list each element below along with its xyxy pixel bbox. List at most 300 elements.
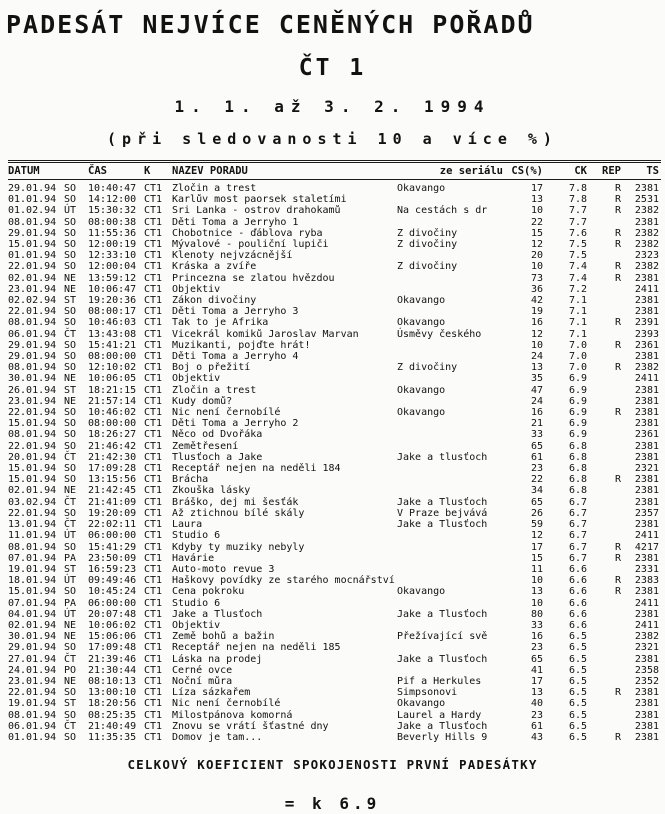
cell-day: SO: [64, 216, 77, 228]
cell-k: CT1: [144, 295, 163, 307]
cell-cas: 18:20:56: [88, 698, 137, 710]
cell-rep: [587, 530, 621, 541]
cell-day: SO: [64, 418, 77, 430]
cell-ck: 6.9: [568, 384, 587, 396]
cell-ck: 6.5: [568, 687, 587, 699]
cell-cs: 36: [530, 283, 543, 295]
cell-serial: Jake a tlusťoch: [397, 451, 488, 463]
cell-k: CT1: [144, 250, 163, 262]
cell-ck: 7.8: [568, 194, 587, 206]
cell-k: CT1: [144, 664, 163, 676]
cell-day: ČT: [64, 653, 77, 665]
cell-cs: 80: [530, 608, 543, 620]
cell-k: CT1: [144, 306, 163, 318]
cell-cas: 15:41:29: [88, 541, 137, 553]
cell-rep: R: [614, 261, 621, 273]
cell-ts: 2361: [634, 429, 659, 441]
cell-nazev: Receptář nejen na neděli 185: [172, 642, 341, 654]
table-row: [8, 530, 661, 541]
cell-datum: 15.01.94: [8, 586, 57, 598]
cell-nazev: Zákon divočiny: [172, 295, 257, 307]
cell-cas: 21:39:46: [88, 653, 137, 665]
table-row: [8, 340, 661, 351]
cell-datum: 08.01.94: [8, 362, 57, 374]
cell-k: CT1: [144, 339, 163, 351]
cell-k: CT1: [144, 205, 163, 217]
cell-cas: 09:49:46: [88, 575, 137, 587]
cell-ck: 6.5: [568, 709, 587, 721]
cell-day: NE: [64, 675, 77, 687]
cell-nazev: Tlusťoch a Jake: [172, 451, 263, 463]
cell-ts: 2381: [634, 440, 659, 452]
cell-cas: 15:30:32: [88, 205, 137, 217]
cell-day: ČT: [64, 328, 77, 340]
cell-ts: 2531: [634, 194, 659, 206]
cell-k: CT1: [144, 351, 163, 363]
cell-rep: [587, 441, 621, 452]
cell-k: CT1: [144, 575, 163, 587]
cell-rep: [587, 429, 621, 440]
table-row: [8, 598, 661, 609]
cell-k: CT1: [144, 384, 163, 396]
table-row: [8, 407, 661, 418]
cell-datum: 20.01.94: [8, 451, 57, 463]
cell-ts: 2381: [634, 687, 659, 699]
cell-ts: 2381: [634, 295, 659, 307]
cell-ck: 7.7: [568, 205, 587, 217]
cell-day: SO: [64, 507, 77, 519]
cell-ck: 6.7: [568, 552, 587, 564]
table-row: [8, 586, 661, 597]
cell-datum: 01.01.94: [8, 250, 57, 262]
cell-ts: 2381: [634, 451, 659, 463]
cell-day: ÚT: [64, 608, 77, 620]
cell-datum: 03.02.94: [8, 496, 57, 508]
cell-ts: 2357: [634, 507, 659, 519]
cell-cas: 10:45:24: [88, 586, 137, 598]
cell-nazev: Vicekrál komiků Jaroslav Marvan: [172, 328, 359, 340]
cell-ts: 2323: [634, 250, 659, 262]
cell-k: CT1: [144, 362, 163, 374]
table-row: [8, 429, 661, 440]
cell-day: ST: [64, 698, 77, 710]
cell-rep: [587, 665, 621, 676]
cell-cas: 12:00:04: [88, 261, 137, 273]
cell-serial: Přežívající svě: [397, 631, 488, 643]
cell-k: CT1: [144, 194, 163, 206]
cell-k: CT1: [144, 631, 163, 643]
cell-k: CT1: [144, 541, 163, 553]
cell-nazev: Chobotnice - ďáblova ryba: [172, 227, 323, 239]
cell-ck: 6.8: [568, 474, 587, 486]
cell-ck: 6.9: [568, 395, 587, 407]
cell-k: CT1: [144, 283, 163, 295]
cell-datum: 02.01.94: [8, 272, 57, 284]
cell-k: CT1: [144, 519, 163, 531]
cell-cs: 20: [530, 250, 543, 262]
cell-k: CT1: [144, 407, 163, 419]
cell-day: SO: [64, 474, 77, 486]
cell-k: CT1: [144, 239, 163, 251]
cell-cas: 10:06:05: [88, 373, 137, 385]
cell-datum: 22.01.94: [8, 440, 57, 452]
cell-k: CT1: [144, 709, 163, 721]
cell-ts: 2411: [634, 619, 659, 631]
cell-cs: 23: [530, 463, 543, 475]
cell-day: SO: [64, 183, 77, 194]
cell-ts: 2381: [634, 586, 659, 598]
table-row: [8, 687, 661, 698]
cell-cs: 65: [530, 653, 543, 665]
cell-serial: Z divočiny: [397, 227, 458, 239]
cell-ts: 2321: [634, 642, 659, 654]
cell-ts: 2382: [634, 261, 659, 273]
cell-day: NE: [64, 485, 77, 497]
cell-k: CT1: [144, 395, 163, 407]
cell-cs: 17: [530, 541, 543, 553]
cell-nazev: Milostpánova komorná: [172, 709, 293, 721]
cell-nazev: Boj o přežití: [172, 362, 251, 374]
table-row: [8, 261, 661, 272]
cell-ts: 2381: [634, 519, 659, 531]
cell-cs: 22: [530, 216, 543, 228]
cell-cs: 13: [530, 687, 543, 699]
table-row: [8, 665, 661, 676]
cell-datum: 30.01.94: [8, 631, 57, 643]
cell-ts: 2381: [634, 351, 659, 363]
cell-cas: 13:15:56: [88, 474, 137, 486]
cell-day: SO: [64, 306, 77, 318]
cell-datum: 15.01.94: [8, 239, 57, 251]
cell-ck: 6.6: [568, 608, 587, 620]
cell-cas: 08:00:38: [88, 216, 137, 228]
table-row: [8, 463, 661, 474]
cell-cs: 15: [530, 227, 543, 239]
cell-ts: 2381: [634, 709, 659, 721]
cell-rep: [587, 329, 621, 340]
cell-ts: 2382: [634, 205, 659, 217]
cell-cas: 12:00:19: [88, 239, 137, 251]
cell-serial: Okavango: [397, 586, 446, 598]
cell-cs: 12: [530, 530, 543, 542]
cell-cs: 61: [530, 451, 543, 463]
cell-datum: 15.01.94: [8, 474, 57, 486]
column-header-k: K: [144, 165, 151, 177]
cell-serial: Okavango: [397, 295, 446, 307]
cell-datum: 30.01.94: [8, 373, 57, 385]
cell-ts: 2331: [634, 563, 659, 575]
cell-datum: 04.01.94: [8, 608, 57, 620]
cell-serial: Z divočiny: [397, 362, 458, 374]
cell-serial: [397, 250, 509, 261]
cell-rep: [587, 564, 621, 575]
cell-serial: [397, 642, 509, 653]
cell-serial: [397, 273, 509, 284]
cell-cs: 26: [530, 507, 543, 519]
cell-cs: 43: [530, 731, 543, 743]
cell-ck: 6.7: [568, 541, 587, 553]
cell-k: CT1: [144, 451, 163, 463]
cell-datum: 06.01.94: [8, 720, 57, 732]
cell-ck: 6.5: [568, 631, 587, 643]
cell-nazev: Bráško, dej mi šesťák: [172, 496, 299, 508]
cell-rep: [587, 452, 621, 463]
cell-cas: 21:42:45: [88, 485, 137, 497]
cell-datum: 08.01.94: [8, 541, 57, 553]
table-row: [8, 575, 661, 586]
cell-k: CT1: [144, 608, 163, 620]
cell-datum: 29.01.94: [8, 642, 57, 654]
cell-rep: R: [614, 317, 621, 329]
cell-day: ÚT: [64, 530, 77, 542]
cell-ts: 2381: [634, 272, 659, 284]
cell-nazev: Karlův most paorsek staletími: [172, 194, 347, 206]
cell-datum: 01.01.94: [8, 731, 57, 743]
cell-rep: R: [614, 586, 621, 598]
cell-ck: 7.1: [568, 317, 587, 329]
table-row: [8, 396, 661, 407]
cell-nazev: Děti Toma a Jerryho 1: [172, 216, 299, 228]
cell-cs: 17: [530, 675, 543, 687]
table-header-row: [8, 160, 661, 180]
cell-rep: R: [614, 407, 621, 419]
cell-cas: 19:20:09: [88, 507, 137, 519]
cell-serial: Okavango: [397, 384, 446, 396]
cell-nazev: Studio 6: [172, 597, 221, 609]
cell-ts: 2411: [634, 373, 659, 385]
cell-k: CT1: [144, 653, 163, 665]
cell-nazev: Domov je tam...: [172, 731, 263, 743]
cell-nazev: Děti Toma a Jerryho 3: [172, 306, 299, 318]
cell-ck: 6.8: [568, 463, 587, 475]
table-row: [8, 508, 661, 519]
cell-cas: 21:57:14: [88, 395, 137, 407]
cell-cas: 10:06:02: [88, 619, 137, 631]
cell-k: CT1: [144, 586, 163, 598]
cell-cs: 10: [530, 261, 543, 273]
cell-datum: 22.01.94: [8, 261, 57, 273]
cell-cs: 10: [530, 205, 543, 217]
cell-k: CT1: [144, 597, 163, 609]
cell-ck: 6.6: [568, 619, 587, 631]
cell-nazev: Černé ovce: [172, 664, 233, 676]
cell-datum: 02.01.94: [8, 619, 57, 631]
cell-rep: [587, 654, 621, 665]
cell-day: SO: [64, 227, 77, 239]
cell-datum: 02.01.94: [8, 485, 57, 497]
cell-datum: 29.01.94: [8, 227, 57, 239]
cell-nazev: Muzikanti, pojďte hrát!: [172, 339, 311, 351]
cell-k: CT1: [144, 687, 163, 699]
cell-k: CT1: [144, 272, 163, 284]
cell-ts: 2381: [634, 552, 659, 564]
cell-ck: 7.4: [568, 261, 587, 273]
cell-ts: 2391: [634, 317, 659, 329]
cell-k: CT1: [144, 507, 163, 519]
cell-day: SO: [64, 687, 77, 699]
column-header-datum: DATUM: [8, 165, 40, 177]
cell-serial: Jake a Tlusťoch: [397, 653, 488, 665]
cell-rep: [587, 698, 621, 709]
table-row: [8, 609, 661, 620]
cell-nazev: Zločin a trest: [172, 183, 257, 194]
cell-cs: 13: [530, 194, 543, 206]
cell-rep: [587, 485, 621, 496]
cell-datum: 19.01.94: [8, 698, 57, 710]
cell-ts: 2411: [634, 283, 659, 295]
cell-rep: R: [614, 227, 621, 239]
cell-serial: Jake a Tlusťoch: [397, 720, 488, 732]
cell-day: ČT: [64, 496, 77, 508]
cell-datum: 07.01.94: [8, 597, 57, 609]
cell-k: CT1: [144, 731, 163, 743]
table-row: [8, 329, 661, 340]
table-row: [8, 306, 661, 317]
cell-datum: 15.01.94: [8, 418, 57, 430]
cell-day: ČT: [64, 451, 77, 463]
cell-day: NE: [64, 272, 77, 284]
cell-day: ČT: [64, 720, 77, 732]
cell-rep: [587, 396, 621, 407]
cell-serial: V Praze bejvává: [397, 507, 488, 519]
cell-ts: 2358: [634, 664, 659, 676]
cell-cs: 40: [530, 698, 543, 710]
column-header-ck: CK: [574, 165, 587, 177]
table-row: [8, 217, 661, 228]
cell-cs: 13: [530, 586, 543, 598]
cell-cs: 24: [530, 351, 543, 363]
cell-rep: R: [614, 183, 621, 194]
cell-k: CT1: [144, 619, 163, 631]
cell-day: SO: [64, 250, 77, 262]
table-row: [8, 418, 661, 429]
cell-ck: 6.5: [568, 664, 587, 676]
table-row: [8, 194, 661, 205]
cell-day: NE: [64, 373, 77, 385]
cell-ck: 7.1: [568, 306, 587, 318]
column-header-cs: CS(%): [511, 165, 543, 177]
cell-rep: [587, 250, 621, 261]
cell-nazev: Princezna se zlatou hvězdou: [172, 272, 335, 284]
cell-k: CT1: [144, 496, 163, 508]
cell-day: SO: [64, 351, 77, 363]
cell-ck: 6.5: [568, 653, 587, 665]
cell-serial: [397, 396, 509, 407]
cell-datum: 29.01.94: [8, 351, 57, 363]
cell-nazev: Objektiv: [172, 283, 221, 295]
cell-datum: 29.01.94: [8, 183, 57, 194]
cell-serial: [397, 306, 509, 317]
cell-ck: 6.6: [568, 563, 587, 575]
cell-k: CT1: [144, 720, 163, 732]
table-row: [8, 642, 661, 653]
cell-nazev: Cena pokroku: [172, 586, 245, 598]
cell-ck: 6.5: [568, 720, 587, 732]
cell-ts: 2411: [634, 530, 659, 542]
cell-ts: 2352: [634, 675, 659, 687]
cell-serial: [397, 542, 509, 553]
cell-day: SO: [64, 317, 77, 329]
cell-serial: [397, 620, 509, 631]
cell-day: SO: [64, 440, 77, 452]
cell-k: CT1: [144, 474, 163, 486]
table-row: [8, 351, 661, 362]
cell-serial: [397, 474, 509, 485]
cell-rep: [587, 418, 621, 429]
table-row: [8, 273, 661, 284]
cell-serial: Jake a Tlusťoch: [397, 608, 488, 620]
cell-cs: 16: [530, 317, 543, 329]
column-header-cas: ČAS: [88, 165, 107, 177]
cell-serial: Na cestách s dr: [397, 205, 488, 217]
viewership-condition-subtitle: (při sledovanosti 10 a více %): [107, 130, 558, 148]
table-row: [8, 317, 661, 328]
cell-ts: 2393: [634, 328, 659, 340]
cell-rep: R: [614, 541, 621, 553]
cell-cs: 22: [530, 474, 543, 486]
cell-datum: 26.01.94: [8, 384, 57, 396]
cell-ts: 2382: [634, 239, 659, 251]
cell-k: CT1: [144, 552, 163, 564]
table-row: [8, 698, 661, 709]
cell-day: NE: [64, 395, 77, 407]
cell-ck: 6.6: [568, 586, 587, 598]
cell-datum: 08.01.94: [8, 317, 57, 329]
cell-rep: [587, 508, 621, 519]
cell-rep: [587, 373, 621, 384]
cell-nazev: Až ztichnou bílé skály: [172, 507, 305, 519]
cell-serial: Okavango: [397, 183, 446, 194]
table-row: [8, 284, 661, 295]
cell-rep: [587, 710, 621, 721]
cell-ck: 7.0: [568, 351, 587, 363]
cell-day: SO: [64, 194, 77, 206]
cell-ck: 6.5: [568, 675, 587, 687]
table-row: [8, 474, 661, 485]
cell-cas: 12:10:02: [88, 362, 137, 374]
cell-serial: [397, 217, 509, 228]
cell-cas: 11:55:36: [88, 227, 137, 239]
cell-cas: 11:35:35: [88, 731, 137, 743]
cell-serial: Okavango: [397, 698, 446, 710]
cell-serial: Beverly Hills 9: [397, 731, 488, 743]
cell-datum: 11.01.94: [8, 530, 57, 542]
cell-day: ÚT: [64, 575, 77, 587]
cell-nazev: Země bohů a bažin: [172, 631, 275, 643]
cell-rep: R: [614, 474, 621, 486]
cell-ck: 6.8: [568, 451, 587, 463]
cell-datum: 18.01.94: [8, 575, 57, 587]
cell-k: CT1: [144, 675, 163, 687]
cell-nazev: Haškovy povídky ze starého mocnářství: [172, 575, 395, 587]
table-row: [8, 373, 661, 384]
column-header-rep: REP: [602, 165, 621, 177]
cell-k: CT1: [144, 227, 163, 239]
cell-cas: 06:00:00: [88, 530, 137, 542]
cell-nazev: Nic není černobílé: [172, 698, 281, 710]
cell-cs: 59: [530, 519, 543, 531]
cell-cas: 20:07:48: [88, 608, 137, 620]
cell-datum: 24.01.94: [8, 664, 57, 676]
cell-serial: [397, 373, 509, 384]
cell-cs: 23: [530, 642, 543, 654]
cell-day: PO: [64, 664, 77, 676]
cell-day: SO: [64, 463, 77, 475]
cell-ts: 2381: [634, 384, 659, 396]
cell-k: CT1: [144, 261, 163, 273]
cell-nazev: Objektiv: [172, 619, 221, 631]
cell-rep: R: [614, 339, 621, 351]
